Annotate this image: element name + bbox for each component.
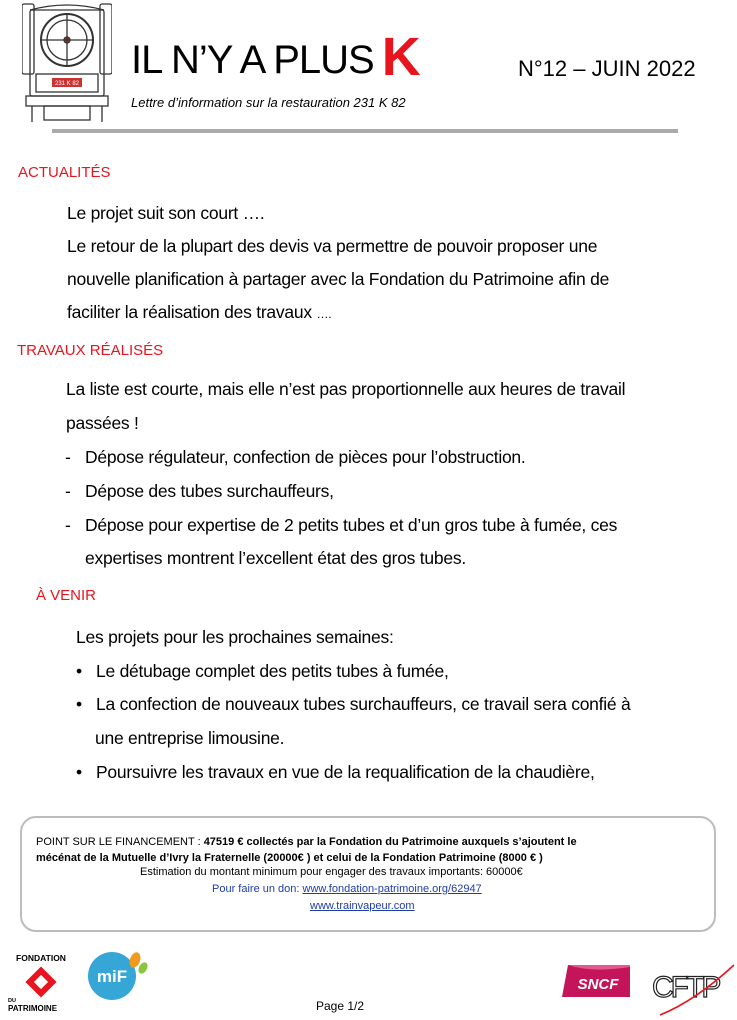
list-item-text: Poursuivre les travaux en vue de la requalification de la chaudière, [96,762,595,782]
locomotive-logo [22,2,112,124]
list-item [65,481,334,502]
heading-actualites: ACTUALITÉS [18,164,111,181]
financing-estimate: Estimation du montant minimum pour engager des travaux importants: 60000€ [140,866,523,878]
website-link[interactable]: www.trainvapeur.com [310,900,415,912]
dash-marker: - [65,481,71,501]
donation-link[interactable]: www.fondation-patrimoine.org/62947 [302,883,482,895]
actualites-line: Le projet suit son court …. [67,203,265,223]
travaux-intro-line: passées ! [66,413,139,433]
title-text: IL N’Y A PLUS [131,38,374,82]
bullet-marker: • [76,762,82,782]
fondation-patrimoine-logo [6,952,76,1014]
heading-travaux: TRAVAUX RÉALISÉS [17,342,164,359]
financing-line-1 [36,836,577,848]
dash-marker: - [65,515,71,535]
sncf-logo [562,963,630,999]
donation-label: Pour faire un don: [212,883,300,895]
list-item [76,694,631,715]
actualites-line [67,302,331,323]
list-item-text: Le détubage complet des petits tubes à fumée, [96,661,449,681]
mif-logo [82,946,152,1002]
list-item [65,447,526,468]
cftp-text: CFTP [652,971,719,1004]
header-divider [52,129,678,133]
ellipsis: …. [316,307,332,321]
list-item-text: Dépose pour expertise de 2 petits tubes et d’un gros tube à fumée, ces [85,515,618,535]
bullet-marker: • [76,661,82,681]
subtitle: Lettre d’information sur la restauration 231 K 82 [131,95,406,110]
list-item [65,515,617,536]
list-item-text: La confection de nouveaux tubes surchauffeurs, ce travail sera confié à [96,694,631,714]
financing-label: POINT SUR LE FINANCEMENT : [36,836,201,848]
dash-marker: - [65,447,71,467]
bullet-marker: • [76,694,82,714]
title-k: K [381,27,421,87]
list-item-text: Dépose régulateur, confection de pièces pour l’obstruction. [85,447,526,467]
issue-number: N°12 – JUIN 2022 [518,56,696,81]
financing-amount: 47519 € collectés par la Fondation du Patrimoine auxquels s’ajoutent le [203,836,577,848]
donation-line [212,883,482,895]
page-number: Page 1/2 [316,999,365,1013]
fondation-bottom-text: PATRIMOINE [8,1004,58,1013]
list-item-continuation: une entreprise limousine. [95,728,285,748]
list-item [76,762,595,783]
actualites-line: Le retour de la plupart des devis va permettre de pouvoir proposer une [67,236,598,256]
a-venir-intro: Les projets pour les prochaines semaines: [76,627,394,647]
financing-sponsors: mécénat de la Mutuelle d’Ivry la Fraternelle (20000€ ) et celui de la Fondation Patrimoine (8000 € ) [36,852,543,864]
actualites-line: nouvelle planification à partager avec la Fondation du Patrimoine afin de [67,269,610,289]
list-item-text: Dépose des tubes surchauffeurs, [85,481,334,501]
sncf-text: SNCF [577,976,619,993]
heading-a-venir: À VENIR [36,587,97,604]
cftp-logo [650,961,735,1017]
travaux-intro-line: La liste est courte, mais elle n’est pas proportionnelle aux heures de travail [66,379,626,399]
fondation-du-text: DU [8,998,16,1004]
fondation-top-text: FONDATION [16,953,66,963]
financing-line-2 [36,852,543,864]
list-item-continuation: expertises montrent l’excellent état des gros tubes. [85,548,466,568]
list-item [76,661,449,682]
loco-plate: 231 K 82 [54,81,80,87]
mif-text: miF [96,967,128,986]
newsletter-title [131,27,421,87]
actualites-line-text: faciliter la réalisation des travaux [67,302,312,322]
